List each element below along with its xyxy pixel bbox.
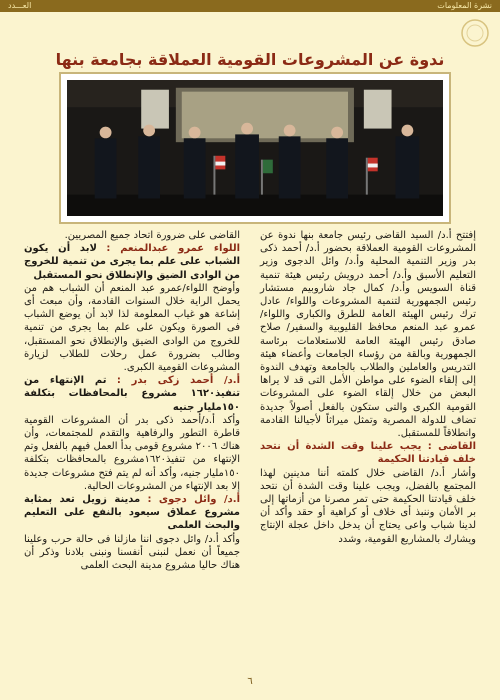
subheading-badr-name: أ.د/ أحمد زكى بدر : — [116, 375, 241, 387]
publication-title: نشرة المعلومات — [437, 1, 492, 10]
issue-label: العـــدد — [8, 1, 32, 10]
subheading-badr-text: تم الإنتهاء من تنفيذ١٦٢٠ مشروع بالمحافظات بتكلفة ١٥٠مليار جنيه — [24, 375, 240, 413]
paragraph-governor: وأوضح اللواء/عمرو عبد المنعم أن الشباب هم من يحمل الراية خلال السنوات القادمة، وأن مبعث أى إشاعة هو غياب المعلومة لذا لابد أن يوضع الشباب فى الصورة ويكون على علم بما يجرى من تنمية للخروج من الوادى الضيق والإنطلاق نحو المستقبل، وطالب بضرورة عمل رحلات للطلاب لزيارة المشروعات القومية الكبرى. — [24, 282, 240, 374]
paragraph-alqadi: وأشار أ.د/ القاضى خلال كلمته أننا مدينين لهذا المجتمع بالفضل، ويجب علينا وقت الشدة أن نتحد خلف قيادتنا الحكيمة حتى تمر مصرنا من أزماتها إلى بر الأمان وننبذ أى خلاف أو كراهية أو حقد وأكد أن لدينا شباب واعى يحتاج أن يدخل داخل عجلة الإنتاج ويشارك بالمشاريع القومية، وشدد — [260, 467, 476, 545]
article-headline: ندوة عن المشروعات القومية العملاقة بجامعة بنها — [55, 50, 445, 69]
paragraph-dagwy: وأكد أ.د/ وائل دجوى اننا مازلنا فى حالة حرب وعلينا جميعاً أن نعمل لنبنى أنفسنا ونبنى بلادنا وذكر أن هناك حاليا مشروع مدينة البحث العلمى — [24, 533, 240, 572]
subheading-alqadi: القاضى : يجب علينا وقت الشدة أن نتحد خلف قيادتنا الحكيمة — [260, 441, 476, 466]
decorative-circle-icon — [460, 18, 490, 48]
stage-photo-icon — [67, 80, 443, 216]
subheading-governor-name: اللواء عمرو عبدالمنعم : — [106, 243, 241, 255]
right-column — [260, 229, 476, 662]
top-bar — [0, 0, 500, 12]
paragraph-continuation: القاضى على ضرورة اتحاد جميع المصريين. — [64, 230, 240, 241]
paragraph-opening: إفتتح أ.د/ السيد القاضى رئيس جامعة بنها ندوة عن المشروعات القومية العملاقة بحضور أ.د/ أحمد ذكى بدر وزير التنمية المحلية وأ.د/ وائل الدجوى وزير التعليم الأسبق وأ.د/ أحمد درويش رئيس هيئة تنمية قناة السويس وأ.د/ كمال جاد شاروبيم مستشار رئيس الجمهورية لتنمية المشروعات واللواء/ عادل ترك رئيس الهيئة العامة للطرق والكبارى واللواء/ عمرو عبد المنعم محافظ القليوبية والسفير/ صلاح صادق رئيس الهيئة العامة للاستعلامات برئاسة الجمهورية وبالقة من رؤساء الجامعات وأعضاء هيئة التدريس والعاملين والطلاب بالجامعة وتهدف الندوة إلى إلقاء الضوء على مواطن الأمل التى قد لا يراها البعض من خلال إلقاء الضوء على المشروعات القومية الكبرى والتى ستكون بالفعل أصولاً جديدة تضاف للدولة المصرية وتمثل ميراثاً لأجيالنا القادمة وانطلاقاً للمستقبل. — [260, 230, 476, 440]
event-photo — [59, 72, 451, 224]
subheading-governor-text: لابد أن يكون الشباب على علم بما يجرى من تنمية للخروج من الوادى الضيق والإنطلاق نحو المستقبل — [24, 243, 240, 281]
article-columns — [24, 229, 476, 662]
subheading-dagwy-name: أ.د/ وائل دجوى : — [147, 494, 240, 506]
paragraph-badr: وأكد أ.د/أحمد ذكى بدر أن المشروعات القومية قاطرة التطور والرفاهية والتقدم للمجتمعات، وأن هناك ٢٠٠٦ مشروع قومى بدأ العمل فيهم بالفعل وتم الإنتهاء من تنفيذ١٦٢٠مشروع بالمحافظات بتكلفة ١٥٠مليار جنيه، وأكد أنه لم يتم فتح مشروعات جديدة إلا بعد الإنتهاء من المشروعات الحالية. — [24, 414, 240, 492]
left-column — [24, 229, 240, 662]
subheading-dagwy-text: مدينة زويل تعد بمثابة مشروع عملاق سيعود بالنفع على التعليم والبحث العلمى — [24, 494, 240, 532]
page-number: ٦ — [247, 676, 253, 687]
